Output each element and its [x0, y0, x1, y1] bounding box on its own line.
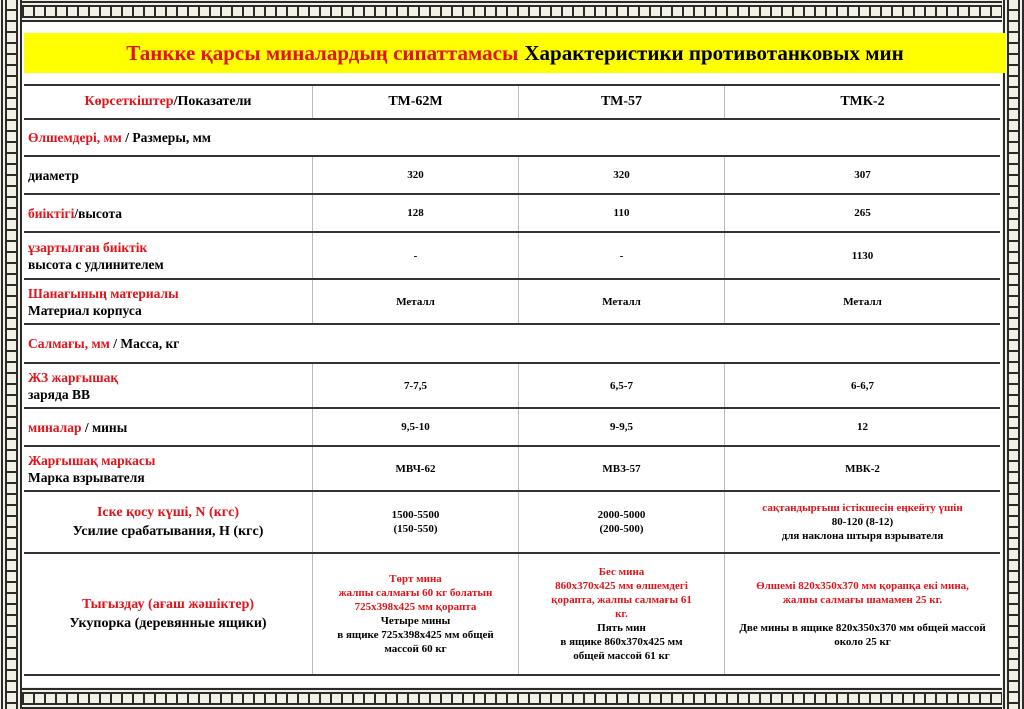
table-row — [24, 279, 1000, 324]
section-mass: Салмағы, мм / Масса, кг — [24, 324, 1000, 363]
cell-value: 9-9,5 — [519, 408, 725, 446]
cell-value: 128 — [313, 194, 519, 232]
cell-value: 320 — [519, 156, 725, 194]
row-label-charge: ЖЗ жарғышақ заряда ВВ — [24, 363, 313, 408]
table-header-row — [24, 85, 1000, 119]
cell-value: 9,5-10 — [313, 408, 519, 446]
row-label-force: Іске қосу күші, N (кгс) Усилие срабатывания, Н (кгс) — [24, 491, 313, 553]
ornamental-border-top — [0, 0, 1024, 22]
cell-value: МВК-2 — [725, 446, 1001, 491]
header-tm57: ТМ-57 — [519, 85, 725, 119]
ornamental-border-right — [1002, 0, 1024, 709]
title-kazakh: Танкке қарсы миналардың сипаттамасы — [126, 40, 519, 65]
cell-value: 7-7,5 — [313, 363, 519, 408]
cell-value: - — [519, 232, 725, 279]
cell-value: МВЗ-57 — [519, 446, 725, 491]
table-row — [24, 232, 1000, 279]
row-label-packing: Тығыздау (ағаш жәшіктер) Укупорка (деревянные ящики) — [24, 553, 313, 675]
cell-value: МВЧ-62 — [313, 446, 519, 491]
cell-value: Металл — [519, 279, 725, 324]
cell-value: 1130 — [725, 232, 1001, 279]
cell-value: Металл — [313, 279, 519, 324]
cell-value: 12 — [725, 408, 1001, 446]
cell-value: 265 — [725, 194, 1001, 232]
cell-value: 1500-5500 (150-550) — [313, 491, 519, 553]
cell-value: 320 — [313, 156, 519, 194]
cell-value: Металл — [725, 279, 1001, 324]
row-label-extended-height: ұзартылған биіктік высота с удлинителем — [24, 232, 313, 279]
cell-value: 307 — [725, 156, 1001, 194]
mine-characteristics-table — [24, 84, 1000, 676]
cell-value: - — [313, 232, 519, 279]
section-sizes: Өлшемдері, мм / Размеры, мм — [24, 119, 1000, 156]
header-tm62m: ТМ-62М — [313, 85, 519, 119]
cell-value: Бес мина 860х370х425 мм өлшемдегі қорапта, жалпы салмағы 61 кг. Пять мин в ящике 860х370х425 мм общей массой 61 кг — [519, 553, 725, 675]
header-indicators: Көрсеткіштер/Показатели — [24, 85, 313, 119]
cell-value: 2000-5000 (200-500) — [519, 491, 725, 553]
row-label-fuze: Жарғышақ маркасы Марка взрывателя — [24, 446, 313, 491]
row-label-diameter: диаметр — [24, 156, 313, 194]
cell-value: 110 — [519, 194, 725, 232]
cell-value: сақтандырғыш істікшесін еңкейту үшін 80-120 (8-12) для наклона штыря взрывателя — [725, 491, 1001, 553]
cell-value: 6-6,7 — [725, 363, 1001, 408]
ornamental-border-bottom — [0, 687, 1024, 709]
cell-value: Төрт мина жалпы салмағы 60 кг болатын 725х398х425 мм қорапта Четыре мины в ящике 725х398х425 мм общей массой 60 кг — [313, 553, 519, 675]
title-russian: Характеристики противотанковых мин — [524, 40, 904, 65]
row-label-mine-mass: миналар / мины — [24, 408, 313, 446]
ornamental-border-left — [0, 0, 22, 709]
table-row — [24, 194, 1000, 232]
table-row — [24, 363, 1000, 408]
table-row — [24, 408, 1000, 446]
page-title — [24, 33, 1006, 73]
table-row — [24, 553, 1000, 675]
row-label-height: биіктігі/высота — [24, 194, 313, 232]
table-row — [24, 446, 1000, 491]
cell-value: 6,5-7 — [519, 363, 725, 408]
header-tmk2: ТМК-2 — [725, 85, 1001, 119]
section-row-sizes — [24, 119, 1000, 156]
row-label-material: Шанағының материалы Материал корпуса — [24, 279, 313, 324]
section-row-mass — [24, 324, 1000, 363]
table-row — [24, 491, 1000, 553]
cell-value: Өлшемі 820х350х370 мм қорапқа екі мина, жалпы салмағы шамамен 25 кг. Две мины в ящике 820х350х370 мм общей массой около 25 кг — [725, 553, 1001, 675]
table-row — [24, 156, 1000, 194]
